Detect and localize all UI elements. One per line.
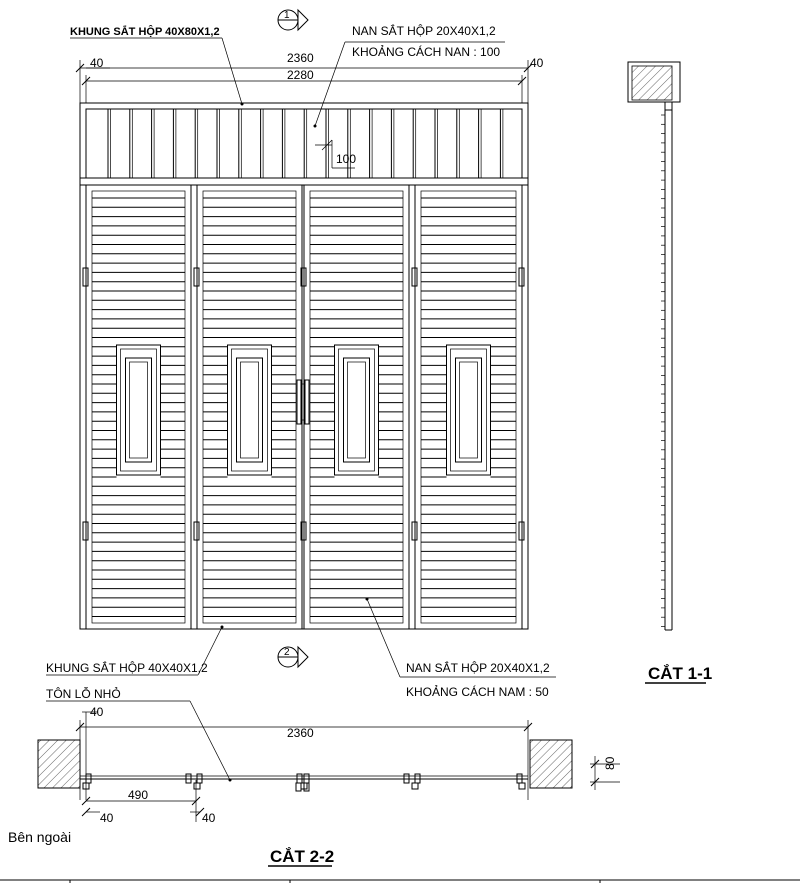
louver-spacing: KHOẢNG CÁCH NAM : 50 (406, 685, 549, 699)
leaf-frame (304, 185, 409, 629)
section-marker-top-number: 1 (284, 10, 290, 21)
dim-inner-width: 2280 (287, 68, 314, 82)
sheet-label: TÔN LỖ NHỎ (46, 687, 121, 701)
section-1-1-louver-ticks (661, 115, 665, 627)
sec22-dim-depth: 80 (603, 756, 617, 770)
louver-label: NAN SẮT HỘP 20X40X1,2 (406, 661, 550, 675)
sec22-dim-right-bottom: 40 (202, 811, 216, 825)
bottom-frame-label: KHUNG SẮT HỘP 40X40X1,2 (46, 661, 208, 675)
section-2-2-view (8, 705, 620, 866)
transom-vertical-bars (108, 109, 503, 178)
section-marker-1-top (278, 10, 308, 30)
dim-left-side: 40 (90, 56, 104, 70)
section-1-1-title: CẮT 1-1 (648, 664, 713, 683)
leaf-inner-frame (203, 191, 296, 623)
plan-hinge (412, 783, 418, 789)
vision-panel-outer (335, 345, 379, 475)
vision-panel-glass (241, 362, 259, 458)
door-handle-right (305, 380, 309, 424)
door-handle-left (297, 380, 301, 424)
dim-total-width: 2360 (287, 51, 314, 65)
top-bar-spacing: KHOẢNG CÁCH NAN : 100 (352, 45, 501, 59)
leaf-inner-frame (310, 191, 403, 623)
section-2-2-title: CẮT 2-2 (270, 847, 335, 866)
vision-panel-glass (348, 362, 366, 458)
sec22-dim-left-bottom: 40 (100, 811, 114, 825)
plan-hinge (194, 783, 200, 789)
sec22-dim-leaf: 490 (128, 788, 149, 802)
vision-panel-outer (117, 345, 161, 475)
elevation-view (46, 10, 556, 782)
top-frame-label: KHUNG SẮT HỘP 40X80X1,2 (70, 26, 220, 38)
section-marker-2-bottom (278, 647, 308, 667)
sec22-dim-total: 2360 (287, 726, 314, 740)
plan-handle (296, 783, 301, 791)
top-bar-label: NAN SẮT HỘP 20X40X1,2 (352, 24, 496, 38)
vision-panel-outer (447, 345, 491, 475)
dim-bar-gap: 100 (336, 152, 357, 166)
vision-panel-outer (228, 345, 272, 475)
plan-hinge (519, 783, 525, 789)
dim-right-side: 40 (530, 56, 544, 70)
section-1-1-view (628, 62, 712, 683)
vision-panel-glass (130, 362, 148, 458)
leaf-inner-frame (421, 191, 516, 623)
leaf-inner-frame (92, 191, 185, 623)
section-marker-bottom-number: 2 (284, 647, 290, 658)
leaf-frame (415, 185, 522, 629)
leaf-frame (86, 185, 191, 629)
leaf-frame (197, 185, 302, 629)
vision-panel-glass (460, 362, 478, 458)
sec22-dim-edge: 40 (90, 705, 104, 719)
door-leaves (83, 185, 524, 629)
outside-label: Bên ngoài (8, 829, 72, 845)
